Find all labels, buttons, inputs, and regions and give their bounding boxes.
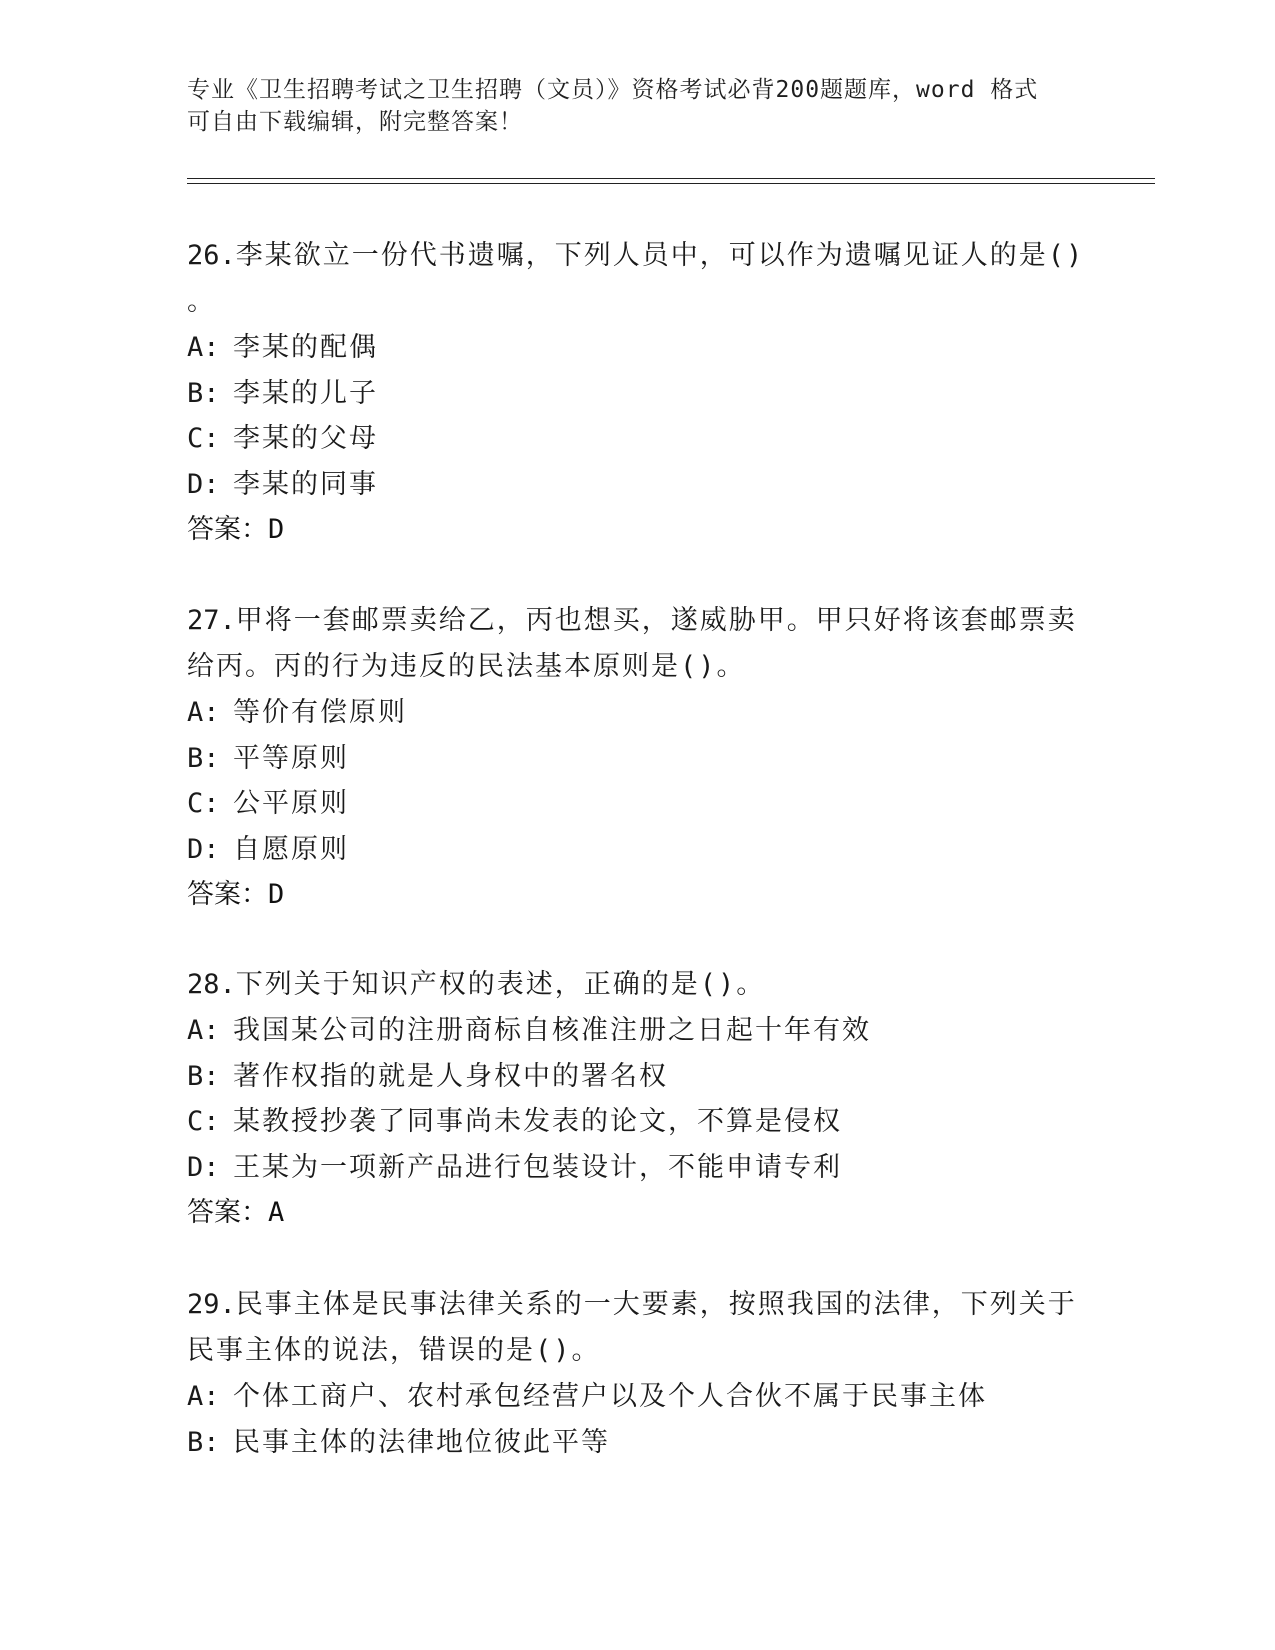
option-key: D:: [187, 1151, 220, 1183]
option-key: C:: [187, 788, 220, 819]
header-line-2: 可自由下载编辑，附完整答案！: [187, 109, 523, 135]
option-text: 李某的儿子: [233, 377, 378, 409]
option-key: A:: [187, 1381, 220, 1412]
option-key: D:: [187, 833, 220, 865]
option-key: C:: [187, 1106, 220, 1137]
answer-line: [187, 507, 1087, 553]
question-text-line-1: 甲将一套邮票卖给乙，丙也想买，遂威胁甲。甲只好将该套邮票卖: [235, 605, 1077, 636]
question-text-line-1: 民事主体是民事法律关系的一大要素，按照我国的法律，下列关于: [235, 1289, 1077, 1320]
answer-line: [187, 872, 1087, 918]
option-text: 自愿原则: [233, 833, 349, 865]
question-text-line-2: 。: [187, 286, 216, 317]
option-key: B:: [187, 377, 220, 409]
option-key: B:: [187, 1060, 220, 1092]
question-27: [187, 598, 1087, 918]
option-text: 等价有偿原则: [233, 697, 407, 728]
option-key: A:: [187, 332, 220, 363]
option-b: [187, 1420, 1087, 1466]
option-text: 李某的配偶: [233, 332, 378, 363]
question-29: [187, 1282, 1087, 1465]
question-stem: [187, 962, 1087, 1008]
question-stem: [187, 598, 1087, 690]
option-key: C:: [187, 423, 220, 454]
question-text-line-2: 民事主体的说法，错误的是()。: [187, 1335, 601, 1366]
option-key: A:: [187, 1015, 220, 1046]
option-text: 平等原则: [233, 742, 349, 774]
header-divider-top: [187, 178, 1155, 179]
option-c: [187, 781, 1087, 827]
option-a: [187, 1374, 1087, 1420]
option-b: [187, 1054, 1087, 1100]
answer-value: D: [268, 514, 285, 545]
option-d: [187, 1145, 1087, 1191]
option-key: B:: [187, 742, 220, 774]
question-text-line-2: 给丙。丙的行为违反的民法基本原则是()。: [187, 651, 746, 682]
option-text: 著作权指的就是人身权中的署名权: [233, 1060, 668, 1092]
option-d: [187, 827, 1087, 873]
option-a: [187, 690, 1087, 736]
option-text: 公平原则: [233, 788, 349, 819]
option-text: 民事主体的法律地位彼此平等: [233, 1426, 610, 1458]
header-line-1: 专业《卫生招聘考试之卫生招聘（文员）》资格考试必背200题题库，word 格式: [187, 77, 1039, 103]
answer-label: 答案：: [187, 879, 268, 910]
question-text-line-1: 下列关于知识产权的表述，正确的是()。: [235, 969, 766, 1000]
option-b: [187, 736, 1087, 782]
option-text: 李某的父母: [233, 423, 378, 454]
option-a: [187, 1008, 1087, 1054]
option-d: [187, 462, 1087, 508]
option-b: [187, 371, 1087, 417]
question-number: 28.: [187, 969, 236, 1000]
question-stem: [187, 233, 1087, 325]
answer-value: A: [268, 1197, 285, 1228]
header-divider-bottom: [187, 183, 1155, 184]
question-text-line-1: 李某欲立一份代书遗嘱，下列人员中，可以作为遗嘱见证人的是(): [235, 240, 1085, 271]
question-26: [187, 233, 1087, 553]
option-c: [187, 1099, 1087, 1145]
option-key: A:: [187, 697, 220, 728]
option-key: D:: [187, 468, 220, 500]
option-c: [187, 416, 1087, 462]
answer-line: [187, 1190, 1087, 1236]
answer-label: 答案：: [187, 514, 268, 545]
answer-value: D: [268, 879, 285, 910]
option-text: 李某的同事: [233, 468, 378, 500]
option-text: 王某为一项新产品进行包装设计，不能申请专利: [233, 1151, 842, 1183]
option-text: 某教授抄袭了同事尚未发表的论文，不算是侵权: [233, 1106, 842, 1137]
answer-label: 答案：: [187, 1197, 268, 1228]
question-number: 26.: [187, 240, 236, 271]
question-number: 27.: [187, 605, 236, 636]
document-header: [187, 74, 1087, 138]
option-key: B:: [187, 1426, 220, 1458]
option-a: [187, 325, 1087, 371]
question-stem: [187, 1282, 1087, 1374]
option-text: 个体工商户、农村承包经营户以及个人合伙不属于民事主体: [233, 1381, 987, 1412]
option-text: 我国某公司的注册商标自核准注册之日起十年有效: [233, 1015, 871, 1046]
question-number: 29.: [187, 1289, 236, 1320]
question-28: [187, 962, 1087, 1236]
